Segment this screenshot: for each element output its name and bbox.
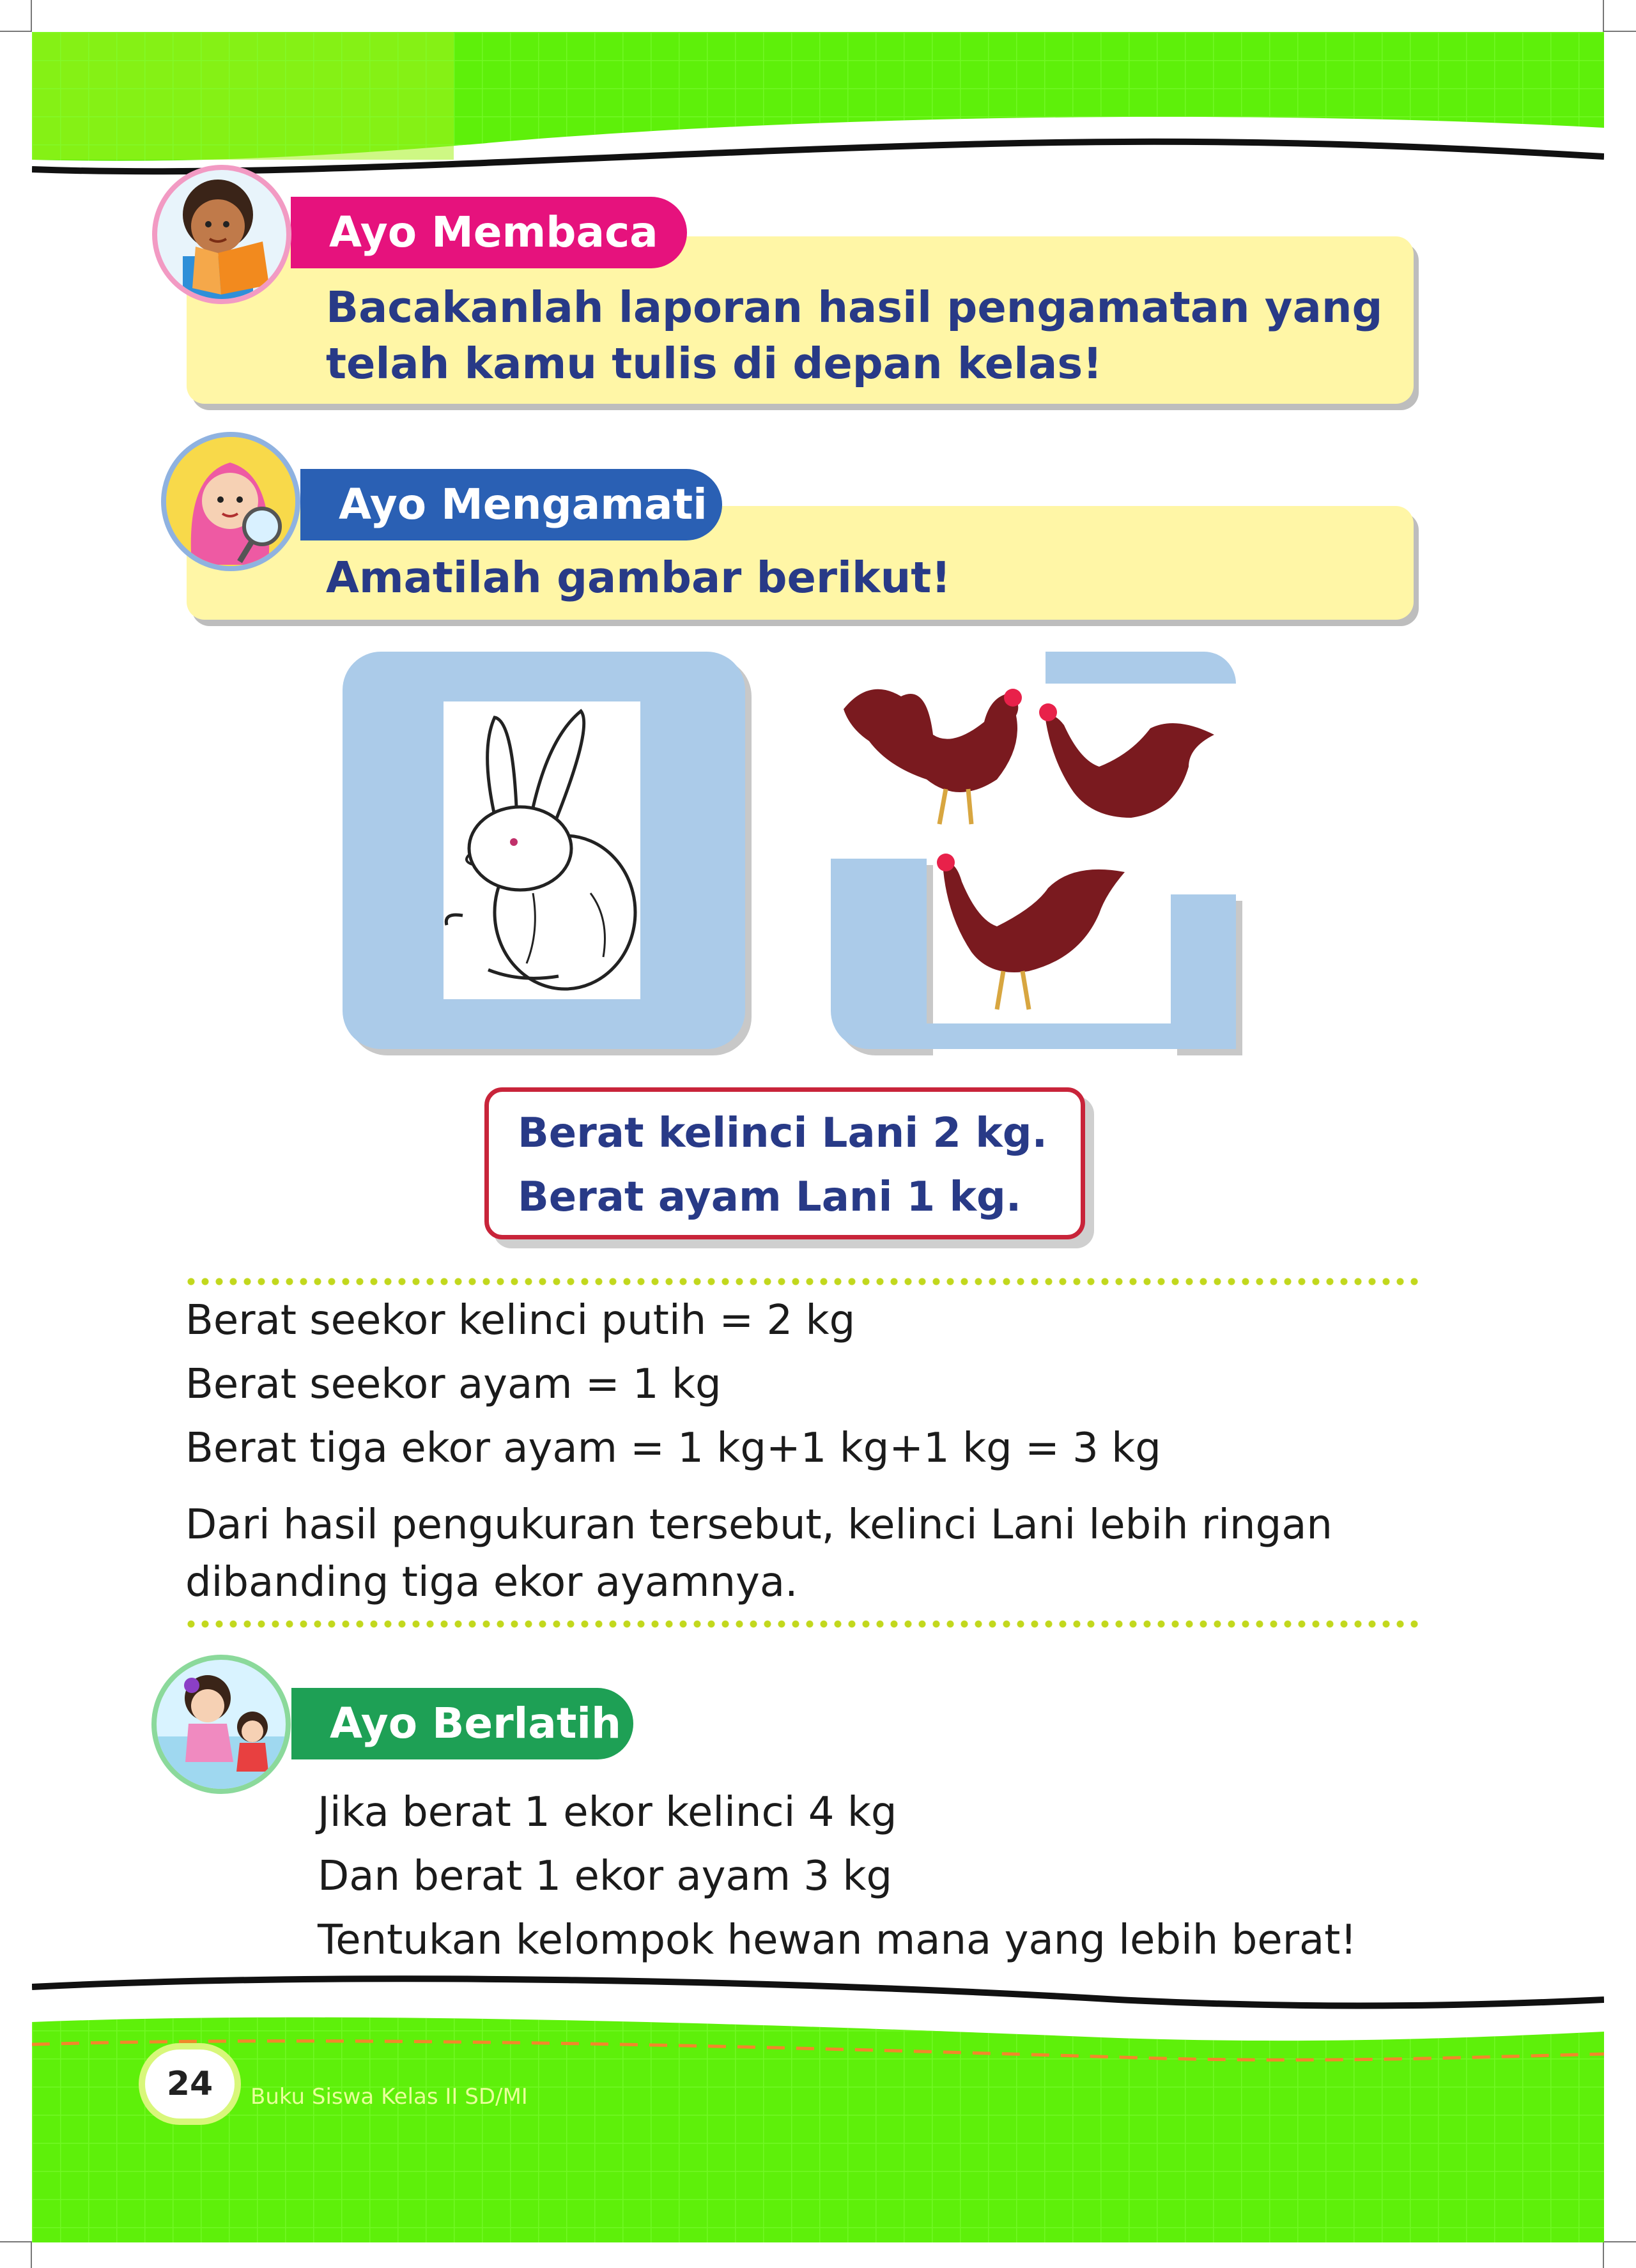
note-line-2: Berat ayam Lani 1 kg. xyxy=(518,1174,1022,1221)
page-number: 24 xyxy=(145,2050,235,2119)
crop-mark xyxy=(0,2241,32,2242)
crop-mark xyxy=(1603,0,1604,32)
conclusion-line-1: Dari hasil pengukuran tersebut, kelinci Lani lebih ringan xyxy=(185,1501,1332,1549)
rabbit-icon xyxy=(444,701,640,999)
exercise-line-1: Jika berat 1 ekor kelinci 4 kg xyxy=(318,1789,897,1836)
practice-header: Ayo Berlatih xyxy=(291,1688,633,1759)
crop-mark xyxy=(31,0,32,32)
exercise-line-2: Dan berat 1 ekor ayam 3 kg xyxy=(318,1853,893,1900)
reading-line-1: Bacakanlah laporan hasil pengamatan yang xyxy=(326,282,1383,332)
exercise-line-3: Tentukan kelompok hewan mana yang lebih berat! xyxy=(318,1917,1357,1964)
crop-mark xyxy=(1604,31,1636,32)
rabbit-image xyxy=(444,701,640,999)
practice-avatar xyxy=(151,1655,291,1794)
calc-line-3: Berat tiga ekor ayam = 1 kg+1 kg+1 kg = 3 kg xyxy=(185,1425,1161,1472)
crop-mark xyxy=(1604,2241,1636,2242)
observing-instruction: Amatilah gambar berikut! xyxy=(326,553,951,602)
calc-line-1: Berat seekor kelinci putih = 2 kg xyxy=(185,1297,856,1344)
chickens-card xyxy=(831,652,1236,1049)
top-banner xyxy=(32,32,1604,179)
boy-reading-icon xyxy=(157,170,286,299)
reading-line-2: telah kamu tulis di depan kelas! xyxy=(326,339,1102,388)
calc-line-2: Berat seekor ayam = 1 kg xyxy=(185,1361,722,1408)
chicken-images xyxy=(831,652,1236,1049)
reading-header: Ayo Membaca xyxy=(291,197,687,268)
weight-note xyxy=(484,1087,1085,1239)
crop-mark xyxy=(31,2242,32,2268)
note-line-1: Berat kelinci Lani 2 kg. xyxy=(518,1110,1047,1157)
book-title: Buku Siswa Kelas II SD/MI xyxy=(251,2084,528,2110)
reading-avatar xyxy=(152,165,291,304)
observing-header: Ayo Mengamati xyxy=(300,469,722,540)
rooster-icon xyxy=(1039,703,1214,818)
dotted-divider xyxy=(184,1620,1419,1628)
girl-magnifier-icon xyxy=(166,437,295,566)
rooster-icon xyxy=(937,854,1125,1009)
dotted-divider xyxy=(184,1278,1419,1285)
crop-mark xyxy=(0,31,32,32)
crop-mark xyxy=(1603,2242,1604,2268)
children-playing-icon xyxy=(157,1660,286,1789)
conclusion-line-2: dibanding tiga ekor ayamnya. xyxy=(185,1559,798,1606)
observing-avatar xyxy=(161,432,300,571)
rooster-icon xyxy=(844,689,1022,824)
rabbit-card xyxy=(343,652,745,1049)
